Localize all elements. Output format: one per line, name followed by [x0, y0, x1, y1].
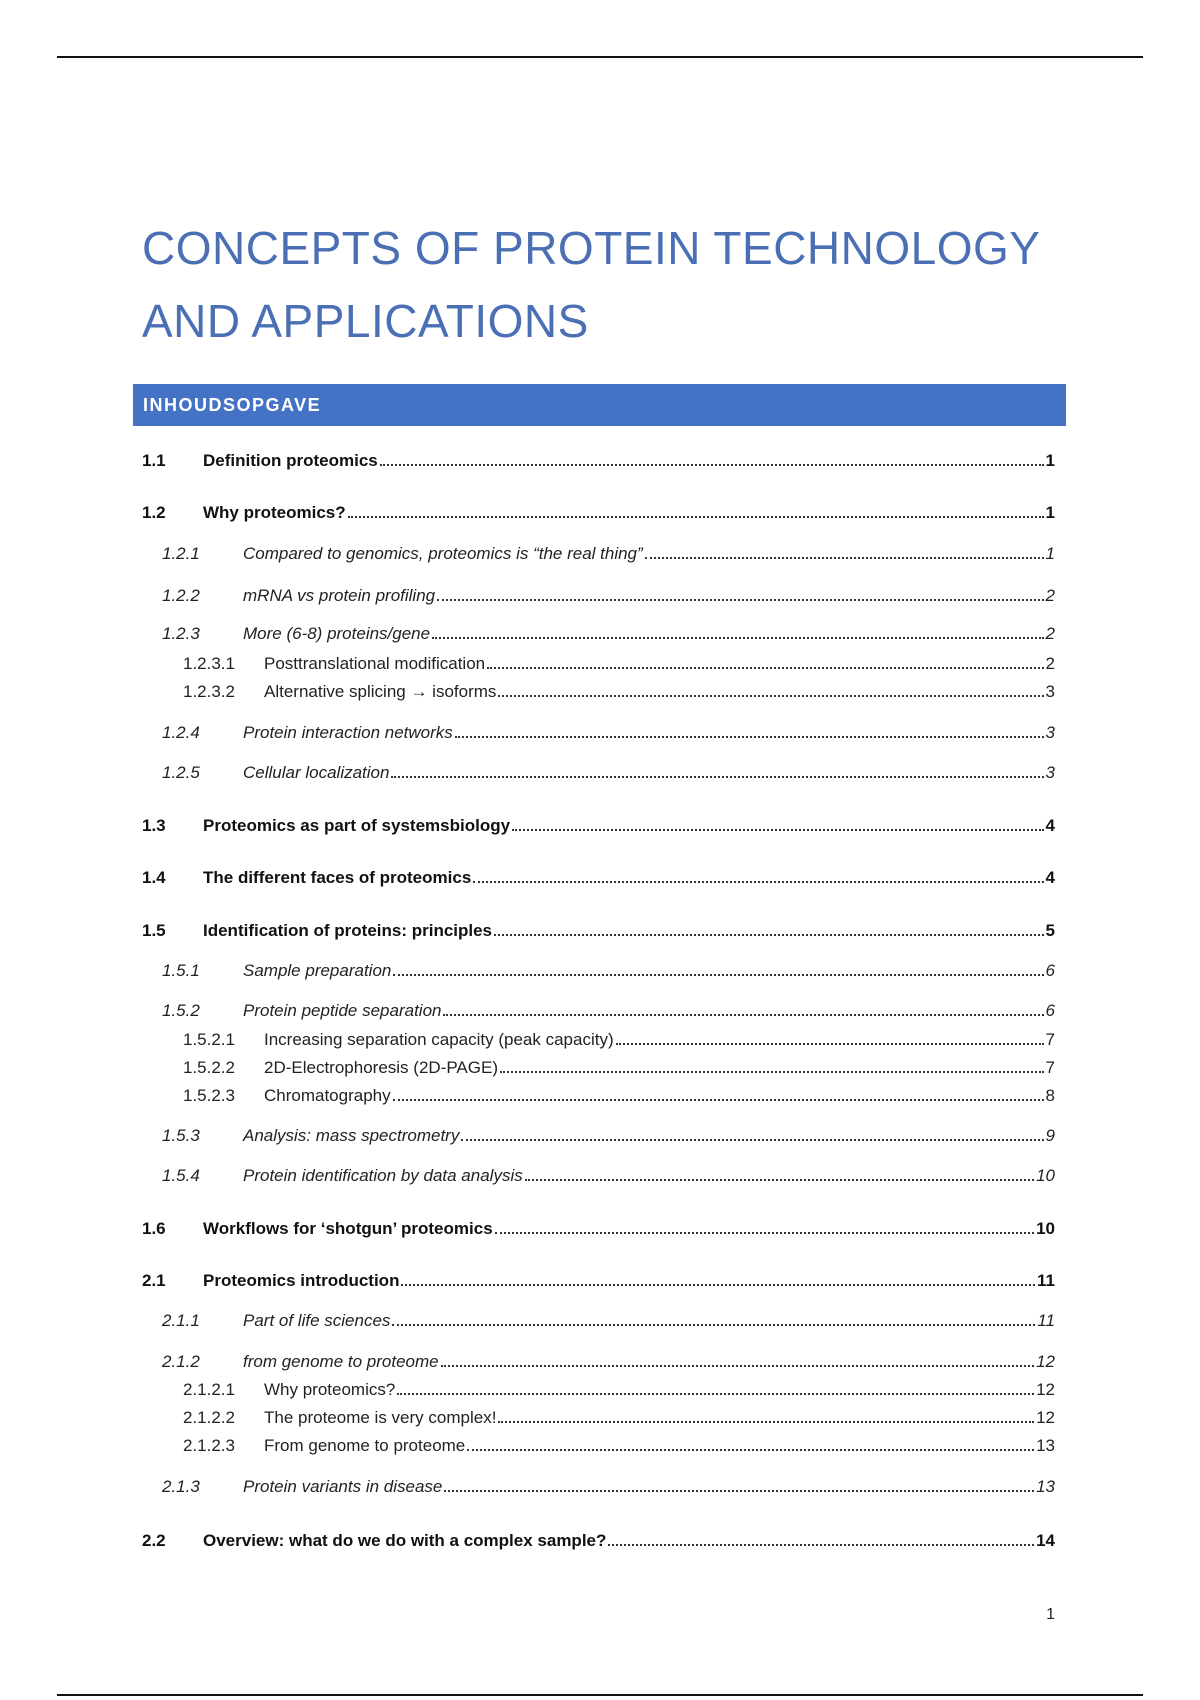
toc-entry[interactable] — [162, 586, 1055, 606]
toc-entry[interactable] — [142, 921, 1055, 941]
dot-leader — [397, 1392, 1034, 1395]
toc-entry[interactable] — [183, 654, 1055, 674]
toc-entry-page[interactable]: 3 — [1045, 763, 1055, 782]
toc-entry[interactable] — [142, 451, 1055, 471]
toc-entry-title[interactable]: mRNA vs protein profiling — [243, 586, 436, 605]
toc-entry-page[interactable]: 1 — [1045, 503, 1055, 522]
toc-entry-page[interactable]: 7 — [1045, 1030, 1055, 1049]
toc-entry-page[interactable]: 4 — [1045, 816, 1055, 835]
toc-entry-page[interactable]: 11 — [1037, 1311, 1055, 1330]
toc-entry-title[interactable]: From genome to proteome — [264, 1436, 466, 1455]
toc-entry[interactable] — [162, 1477, 1055, 1497]
dot-leader — [616, 1042, 1044, 1045]
toc-entry[interactable] — [162, 624, 1055, 644]
toc-entry-title[interactable]: Sample preparation — [243, 961, 392, 980]
toc-entry-page[interactable]: 12 — [1036, 1408, 1055, 1427]
toc-entry-title[interactable]: Part of life sciences — [243, 1311, 391, 1330]
toc-entry-title[interactable]: Posttranslational modification — [264, 654, 486, 673]
toc-entry-page[interactable]: 2 — [1045, 624, 1055, 643]
toc-entry-number: 1.2.4 — [162, 723, 200, 742]
toc-entry-title[interactable]: Protein identification by data analysis — [243, 1166, 523, 1185]
toc-entry[interactable] — [162, 961, 1055, 981]
dot-leader — [348, 515, 1044, 518]
toc-entry-title[interactable]: More (6-8) proteins/gene — [243, 624, 431, 643]
page-number: 1 — [1046, 1606, 1055, 1623]
toc-entry-page[interactable]: 1 — [1045, 544, 1055, 563]
toc-entry-page[interactable]: 3 — [1045, 723, 1055, 742]
toc-entry-number: 2.2 — [142, 1531, 166, 1550]
toc-entry-number: 1.5.4 — [162, 1166, 200, 1185]
dot-leader — [495, 1231, 1034, 1234]
toc-entry[interactable] — [162, 1001, 1055, 1021]
toc-entry-number: 2.1 — [142, 1271, 166, 1290]
toc-entry-number: 1.2 — [142, 503, 166, 522]
toc-entry-page[interactable]: 13 — [1036, 1477, 1055, 1496]
dot-leader — [393, 1098, 1044, 1101]
toc-entry[interactable] — [142, 1219, 1055, 1239]
dot-leader — [467, 1448, 1034, 1451]
dot-leader — [393, 973, 1043, 976]
toc-entry-page[interactable]: 6 — [1045, 961, 1055, 980]
toc-entry-title[interactable]: Alternative splicing → isoforms — [264, 682, 497, 701]
toc-entry-number: 2.1.2.2 — [183, 1408, 235, 1427]
toc-entry-number: 1.5.2.3 — [183, 1086, 235, 1105]
dot-leader — [437, 598, 1043, 601]
toc-entry-number: 1.2.3 — [162, 624, 200, 643]
toc-entry[interactable] — [142, 868, 1055, 888]
toc-entry-page[interactable]: 13 — [1036, 1436, 1055, 1455]
toc-entry-title[interactable]: Definition proteomics — [203, 451, 378, 470]
toc-heading: INHOUDSOPGAVE — [133, 384, 1066, 426]
toc-entry-title[interactable]: from genome to proteome — [243, 1352, 439, 1371]
title-line-1: CONCEPTS OF PROTEIN TECHNOLOGY — [142, 222, 1041, 274]
toc-entry-number: 2.1.1 — [162, 1311, 200, 1330]
toc-entry-page[interactable]: 6 — [1045, 1001, 1055, 1020]
toc-entry-page[interactable]: 4 — [1045, 868, 1055, 887]
toc-entry[interactable] — [142, 816, 1055, 836]
toc-entry-number: 1.2.1 — [162, 544, 200, 563]
dot-leader — [432, 636, 1043, 639]
toc-entry-number: 2.1.2.1 — [183, 1380, 235, 1399]
toc-entry-page[interactable]: 2 — [1045, 586, 1055, 605]
toc-entry-page[interactable]: 5 — [1045, 921, 1055, 940]
toc-entry-number: 1.5.1 — [162, 961, 200, 980]
bottom-rule — [57, 1694, 1143, 1696]
dot-leader — [443, 1013, 1043, 1016]
dot-leader — [392, 1323, 1035, 1326]
toc-entry-title[interactable]: Analysis: mass spectrometry — [243, 1126, 460, 1145]
toc-entry-number: 1.2.2 — [162, 586, 200, 605]
toc-entry-title[interactable]: Workflows for ‘shotgun’ proteomics — [203, 1219, 493, 1238]
dot-leader — [473, 880, 1043, 883]
toc-entry-number: 1.4 — [142, 868, 166, 887]
toc-entry-number: 1.2.3.1 — [183, 654, 235, 673]
toc-entry-number: 2.1.2 — [162, 1352, 200, 1371]
toc-entry-page[interactable]: 3 — [1045, 682, 1055, 701]
toc-entry[interactable] — [162, 544, 1055, 564]
toc-entry-page[interactable]: 2 — [1045, 654, 1055, 673]
dot-leader — [461, 1138, 1043, 1141]
dot-leader — [525, 1178, 1034, 1181]
dot-leader — [608, 1543, 1034, 1546]
dot-leader — [380, 463, 1044, 466]
toc-entry-page[interactable]: 7 — [1045, 1058, 1055, 1077]
toc-entry-number: 1.5.2.1 — [183, 1030, 235, 1049]
dot-leader — [441, 1364, 1034, 1367]
toc-entry-page[interactable]: 12 — [1036, 1352, 1055, 1371]
toc-entry-number: 1.5.2 — [162, 1001, 200, 1020]
toc-entry[interactable] — [183, 1086, 1055, 1106]
dot-leader — [401, 1283, 1035, 1286]
toc-entry-number: 1.6 — [142, 1219, 166, 1238]
dot-leader — [487, 666, 1043, 669]
toc-entry-number: 1.2.5 — [162, 763, 200, 782]
dot-leader — [498, 1420, 1034, 1423]
toc-entry-title[interactable]: The proteome is very complex! — [264, 1408, 497, 1427]
dot-leader — [512, 828, 1043, 831]
toc-entry[interactable] — [183, 682, 1055, 702]
toc-entry-title[interactable]: Proteomics introduction — [203, 1271, 400, 1290]
toc-entry-title[interactable]: Protein peptide separation — [243, 1001, 442, 1020]
toc-entry[interactable] — [183, 1436, 1055, 1456]
toc-entry[interactable] — [183, 1380, 1055, 1400]
toc-entry[interactable] — [162, 1166, 1055, 1186]
toc-entry-page[interactable]: 14 — [1036, 1531, 1055, 1550]
toc-entry[interactable] — [183, 1058, 1055, 1078]
toc-entry-title[interactable]: Why proteomics? — [264, 1380, 396, 1399]
dot-leader — [494, 933, 1044, 936]
toc-entry-title[interactable]: Identification of proteins: principles — [203, 921, 493, 940]
toc-entry[interactable] — [142, 1271, 1055, 1291]
toc-entry-title[interactable]: The different faces of proteomics — [203, 868, 472, 887]
toc-entry-page[interactable]: 1 — [1045, 451, 1055, 470]
toc-entry-number: 1.5.3 — [162, 1126, 200, 1145]
toc-entry[interactable] — [162, 1126, 1055, 1146]
toc-entry[interactable] — [162, 1311, 1055, 1331]
toc-entry[interactable] — [142, 1531, 1055, 1551]
toc-entry[interactable] — [183, 1408, 1055, 1428]
toc-entry-page[interactable]: 10 — [1036, 1166, 1055, 1185]
toc-entry-number: 1.5 — [142, 921, 166, 940]
toc-entry-title[interactable]: Protein variants in disease — [243, 1477, 443, 1496]
title-line-2: AND APPLICATIONS — [142, 295, 589, 347]
toc-entry[interactable] — [162, 723, 1055, 743]
toc-entry-number: 2.1.3 — [162, 1477, 200, 1496]
toc-entry-number: 1.2.3.2 — [183, 682, 235, 701]
dot-leader — [645, 556, 1044, 559]
toc-entry-number: 1.5.2.2 — [183, 1058, 235, 1077]
toc-entry[interactable] — [183, 1030, 1055, 1050]
toc-entry-title[interactable]: Chromatography — [264, 1086, 391, 1105]
toc-entry-number: 1.1 — [142, 451, 166, 470]
dot-leader — [500, 1070, 1044, 1073]
toc-entry-title[interactable]: Proteomics as part of systemsbiology — [203, 816, 511, 835]
toc-entry-title[interactable]: Overview: what do we do with a complex sample? — [203, 1531, 607, 1550]
toc-entry-title[interactable]: Protein interaction networks — [243, 723, 453, 742]
toc-entry-number: 2.1.2.3 — [183, 1436, 235, 1455]
toc-entry[interactable] — [142, 503, 1055, 523]
toc-entry-title[interactable]: Why proteomics? — [203, 503, 346, 522]
toc-entry[interactable] — [162, 763, 1055, 783]
dot-leader — [444, 1489, 1034, 1492]
dot-leader — [391, 775, 1043, 778]
toc-entry-page[interactable]: 8 — [1045, 1086, 1055, 1105]
toc-entry-title[interactable]: Cellular localization — [243, 763, 390, 782]
toc-entry-title[interactable]: 2D-Electrophoresis (2D-PAGE) — [264, 1058, 498, 1077]
toc-entry-page[interactable]: 12 — [1036, 1380, 1055, 1399]
toc-entry-page[interactable]: 10 — [1036, 1219, 1055, 1238]
toc-entry[interactable] — [162, 1352, 1055, 1372]
dot-leader — [455, 735, 1044, 738]
dot-leader — [498, 694, 1043, 697]
toc-entry-page[interactable]: 9 — [1045, 1126, 1055, 1145]
toc-entry-title[interactable]: Compared to genomics, proteomics is “the real thing” — [243, 544, 643, 563]
toc-entry-title[interactable]: Increasing separation capacity (peak capacity) — [264, 1030, 614, 1049]
toc-entry-page[interactable]: 11 — [1037, 1271, 1055, 1290]
toc-entry-number: 1.3 — [142, 816, 166, 835]
